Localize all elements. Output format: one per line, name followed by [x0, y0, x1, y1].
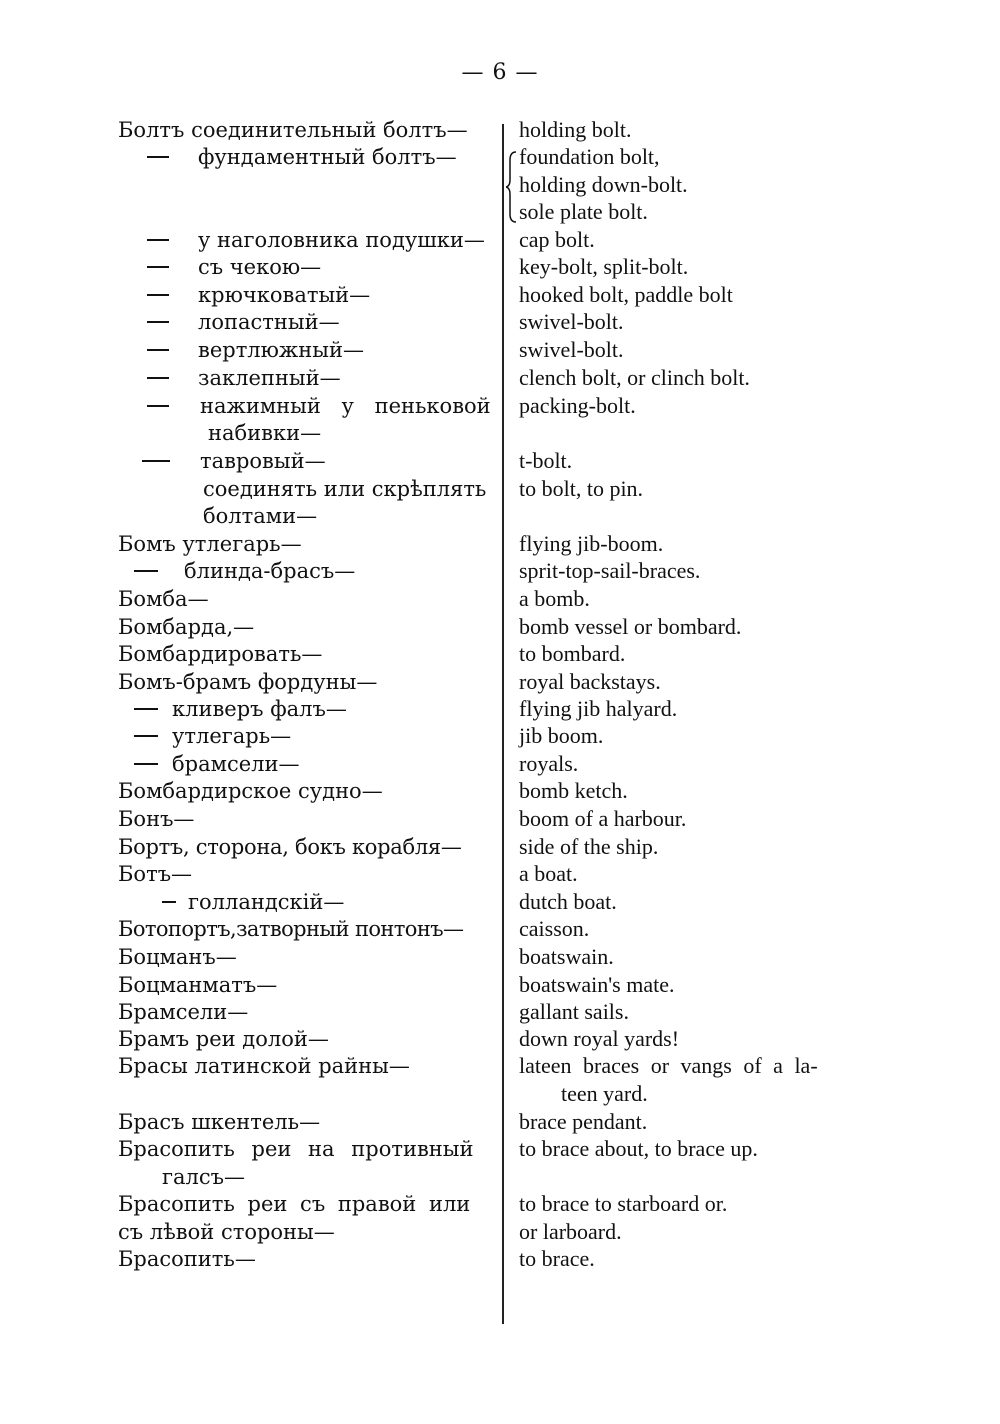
english-term: teen yard. [561, 1081, 648, 1106]
russian-term: Брасопить реи съ правой или [118, 1192, 471, 1216]
english-term: to bombard. [519, 641, 626, 666]
entry-row [0, 475, 1000, 503]
russian-term: голландскій— [188, 890, 345, 914]
russian-term: набивки— [208, 421, 322, 445]
english-term: flying jib halyard. [519, 696, 678, 721]
russian-term: Бортъ, сторона, бокъ корабля— [118, 835, 462, 859]
english-term: sole plate bolt. [519, 199, 648, 224]
english-term: caisson. [519, 916, 590, 941]
russian-term: нажимный у пеньковой [200, 394, 491, 418]
russian-term: галсъ— [162, 1165, 245, 1189]
english-term: boatswain. [519, 944, 614, 969]
entry-row [0, 805, 1000, 833]
english-term: a boat. [519, 861, 578, 886]
russian-term: Боцманматъ— [118, 973, 278, 997]
entry-row [0, 530, 1000, 558]
entry-row [0, 1135, 1000, 1163]
english-term: cap bolt. [519, 227, 595, 252]
russian-term: съ лѣвой стороны— [118, 1220, 335, 1244]
english-term: boatswain's mate. [519, 972, 675, 997]
repeat-dash [147, 294, 169, 296]
repeat-dash [147, 349, 169, 351]
repeat-dash [134, 735, 158, 737]
repeat-dash [147, 321, 169, 323]
russian-term: Бомбардировать— [118, 642, 323, 666]
english-term: or larboard. [519, 1219, 622, 1244]
english-term: dutch boat. [519, 889, 617, 914]
entry-row [0, 1163, 1000, 1191]
entry-row [0, 419, 1000, 447]
entry-row [0, 888, 1000, 916]
entry-row [0, 281, 1000, 309]
entry-row [0, 198, 1000, 226]
english-term: bomb vessel or bombard. [519, 614, 742, 639]
repeat-dash [134, 708, 158, 710]
repeat-dash [147, 405, 169, 407]
entry-row [0, 143, 1000, 171]
english-term: packing-bolt. [519, 393, 636, 418]
entry-row [0, 971, 1000, 999]
english-term: hooked bolt, paddle bolt [519, 282, 733, 307]
russian-term: у наголовника подушки— [198, 228, 485, 252]
english-term: down royal yards! [519, 1026, 680, 1051]
entry-row [0, 750, 1000, 778]
english-term: swivel-bolt. [519, 309, 624, 334]
entry-row [0, 392, 1000, 420]
entry-row [0, 1025, 1000, 1053]
entry-row [0, 116, 1000, 144]
english-term: boom of a harbour. [519, 806, 687, 831]
russian-term: Брасопить реи на противный [118, 1137, 474, 1161]
russian-term: блинда-брасъ— [184, 559, 356, 583]
entry-row [0, 585, 1000, 613]
english-term: clench bolt, or clinch bolt. [519, 365, 750, 390]
entry-row [0, 640, 1000, 668]
english-term: to brace about, to brace up. [519, 1136, 758, 1161]
english-term: holding bolt. [519, 117, 632, 142]
entry-row [0, 1108, 1000, 1136]
russian-term: фундаментный болтъ— [198, 145, 457, 169]
english-term: jib boom. [519, 723, 604, 748]
entry-row [0, 1245, 1000, 1273]
entry-row [0, 1052, 1000, 1080]
english-term: to brace to starboard or. [519, 1191, 728, 1216]
entry-row [0, 943, 1000, 971]
russian-term: Брасопить— [118, 1247, 256, 1271]
russian-term: Брамъ реи долой— [118, 1027, 329, 1051]
russian-term: утлегарь— [172, 724, 292, 748]
entry-row [0, 668, 1000, 696]
russian-term: тавровый— [200, 449, 326, 473]
entry-row [0, 364, 1000, 392]
english-term: bomb ketch. [519, 778, 628, 803]
repeat-dash [147, 266, 169, 268]
russian-term: Болтъ соединительный болтъ— [118, 118, 468, 142]
english-term: lateen braces or vangs of a la- [519, 1053, 818, 1078]
repeat-dash [147, 239, 169, 241]
entry-row [0, 1218, 1000, 1246]
repeat-dash [162, 901, 176, 903]
repeat-dash [134, 763, 158, 765]
english-term: royal backstays. [519, 669, 661, 694]
english-term: to bolt, to pin. [519, 476, 644, 501]
russian-term: Бомъ утлегарь— [118, 532, 302, 556]
page-number: — 6 — [461, 60, 539, 85]
russian-term: брамсели— [172, 752, 300, 776]
entry-row [0, 1190, 1000, 1218]
russian-term: Бонъ— [118, 807, 195, 831]
entry-row [0, 613, 1000, 641]
entry-row [0, 171, 1000, 199]
russian-term: Бомъ-брамъ фордуны— [118, 670, 378, 694]
entry-row [0, 998, 1000, 1026]
russian-term: крючковатый— [198, 283, 371, 307]
russian-term: Бомбарда,— [118, 615, 255, 639]
english-term: swivel-bolt. [519, 337, 624, 362]
entry-row [0, 502, 1000, 530]
russian-term: съ чекою— [198, 255, 322, 279]
russian-term: соединять или скрѣплять [203, 477, 487, 501]
english-term: flying jib-boom. [519, 531, 664, 556]
entry-row [0, 557, 1000, 585]
entry-row [0, 860, 1000, 888]
english-term: brace pendant. [519, 1109, 648, 1134]
english-term: key-bolt, split-bolt. [519, 254, 689, 279]
russian-term: Бомба— [118, 587, 209, 611]
entry-row [0, 336, 1000, 364]
entry-row [0, 1080, 1000, 1108]
english-term: holding down-bolt. [519, 172, 688, 197]
russian-term: Ботопортъ,затворный понтонъ— [118, 917, 464, 941]
entry-row [0, 833, 1000, 861]
repeat-dash [147, 156, 169, 158]
entry-row [0, 308, 1000, 336]
entry-row [0, 915, 1000, 943]
russian-term: Бомбардирское судно— [118, 779, 383, 803]
entry-row [0, 447, 1000, 475]
russian-term: Брасы латинской райны— [118, 1054, 410, 1078]
russian-term: болтами— [203, 504, 318, 528]
english-term: a bomb. [519, 586, 590, 611]
russian-term: кливеръ фалъ— [172, 697, 347, 721]
english-term: t-bolt. [519, 448, 573, 473]
repeat-dash [134, 570, 158, 572]
russian-term: Ботъ— [118, 862, 193, 886]
russian-term: заклепный— [198, 366, 341, 390]
entry-row [0, 722, 1000, 750]
english-term: royals. [519, 751, 579, 776]
repeat-dash [142, 460, 170, 462]
english-term: gallant sails. [519, 999, 629, 1024]
entry-row [0, 226, 1000, 254]
english-term: to brace. [519, 1246, 595, 1271]
russian-term: Брасъ шкентель— [118, 1110, 321, 1134]
english-term: side of the ship. [519, 834, 659, 859]
entry-row [0, 777, 1000, 805]
english-term: foundation bolt, [519, 144, 660, 169]
entry-row [0, 695, 1000, 723]
russian-term: лопастный— [198, 310, 340, 334]
entry-row [0, 253, 1000, 281]
russian-term: Брамсели— [118, 1000, 249, 1024]
russian-term: Боцманъ— [118, 945, 237, 969]
russian-term: вертлюжный— [198, 338, 364, 362]
english-term: sprit-top-sail-braces. [519, 558, 701, 583]
repeat-dash [147, 377, 169, 379]
